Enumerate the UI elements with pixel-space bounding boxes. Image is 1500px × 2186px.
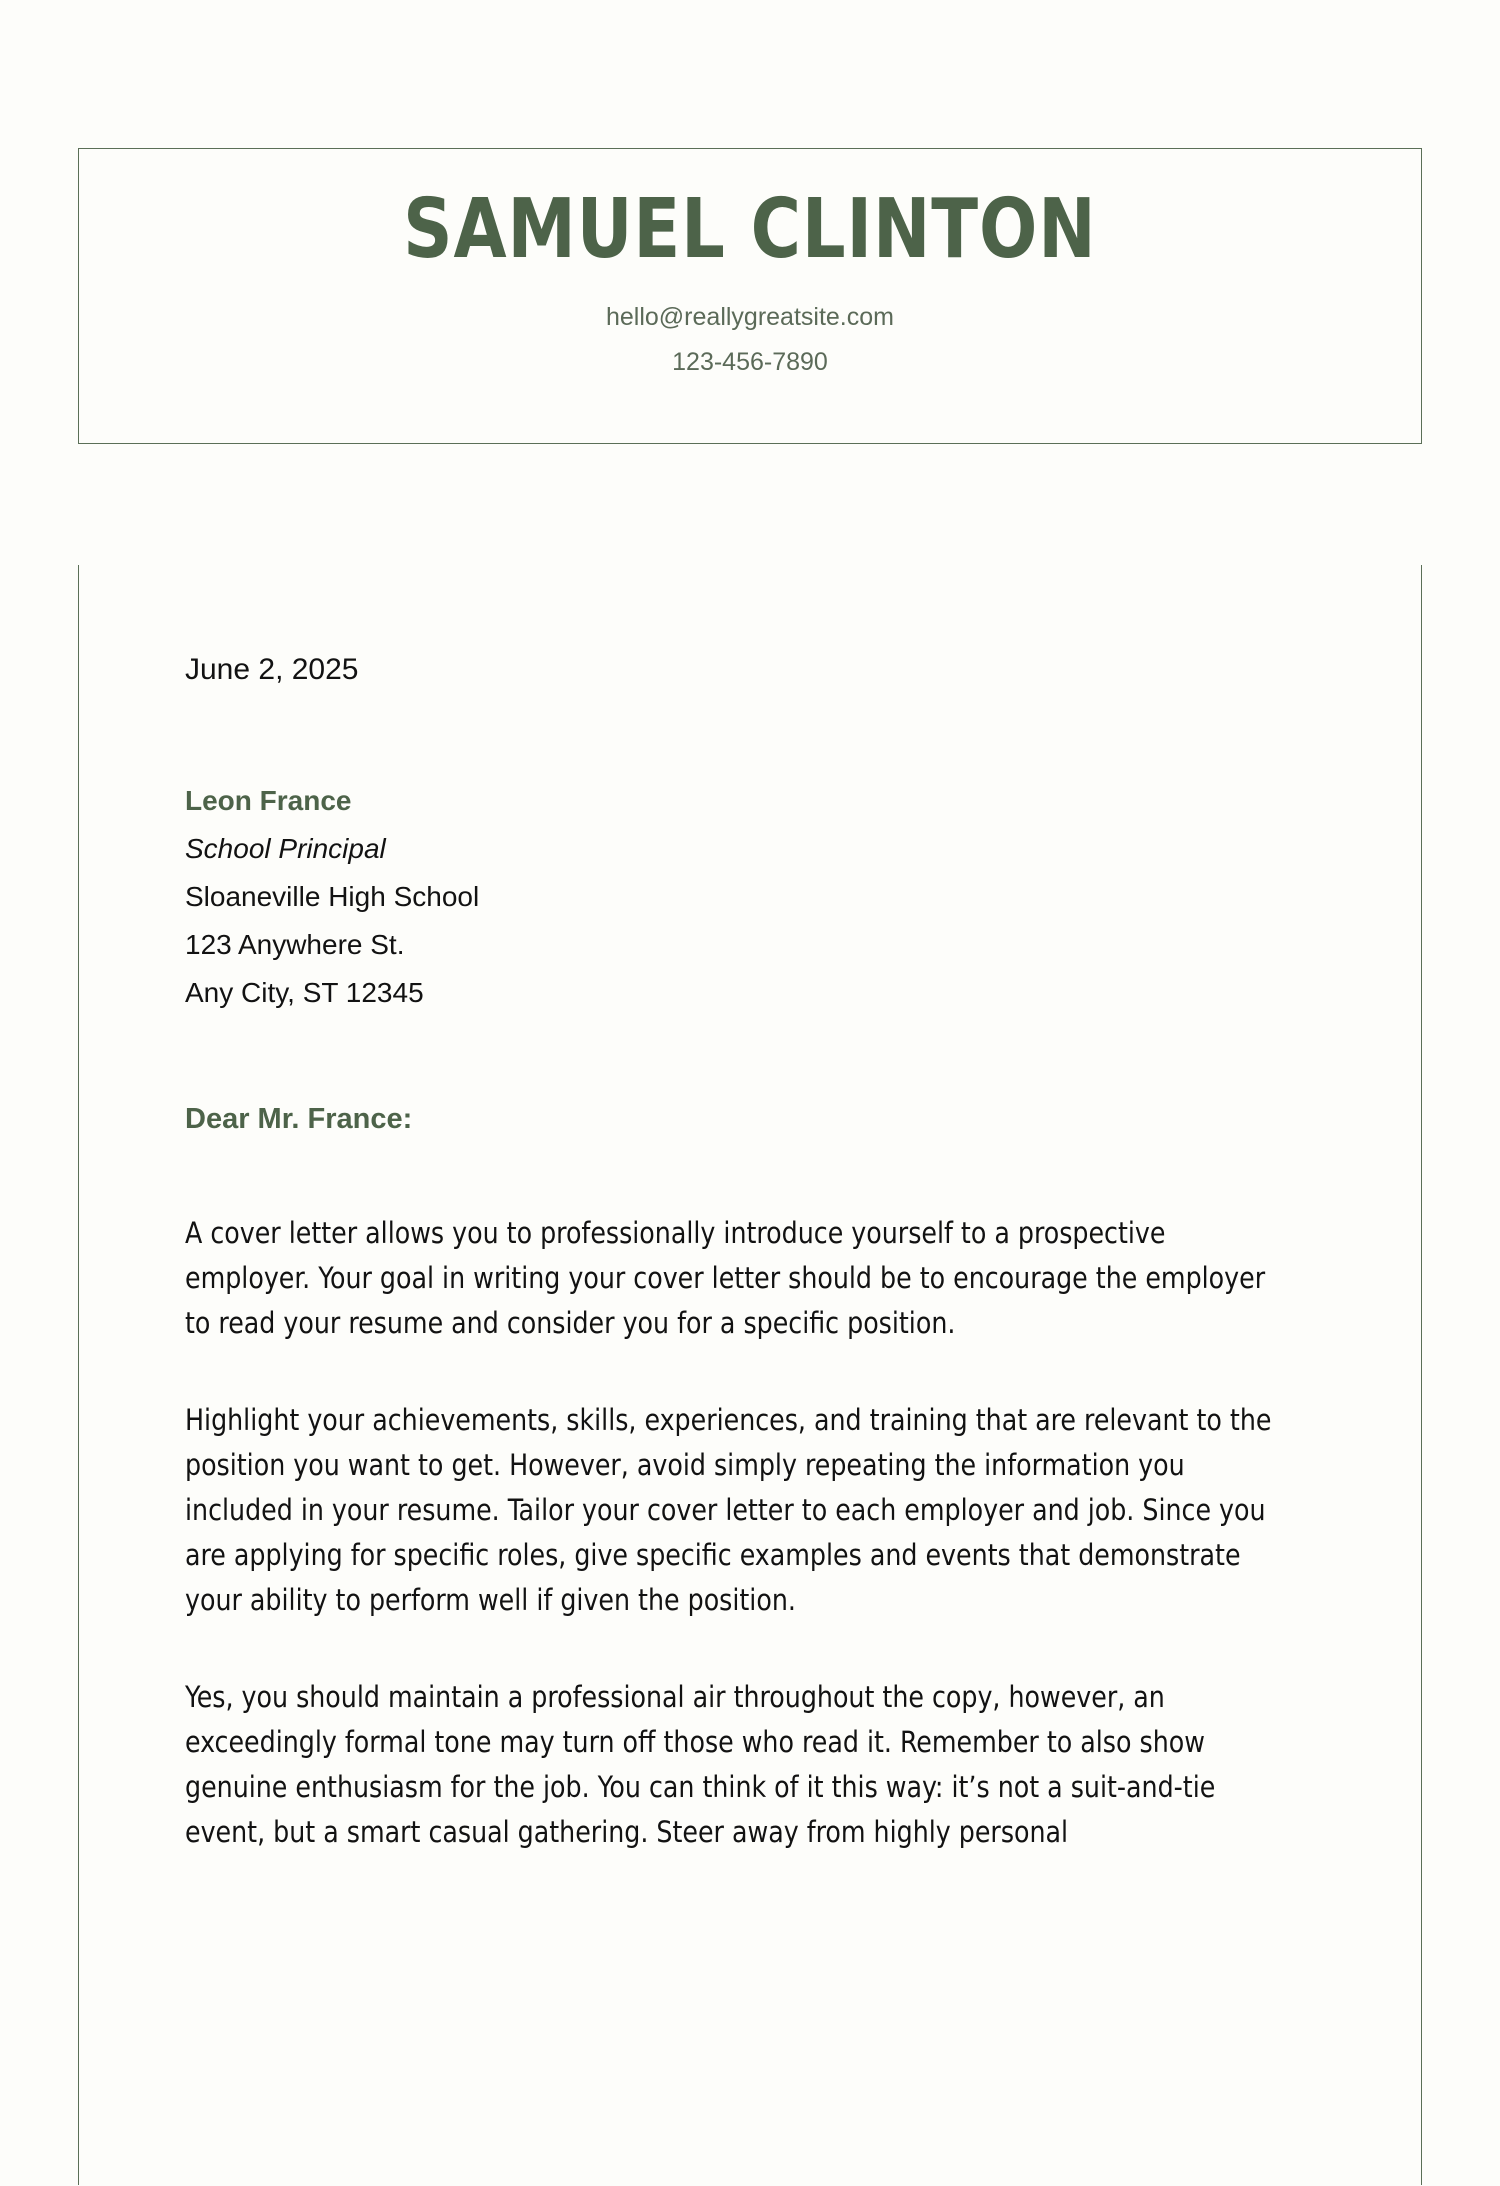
recipient-city-state-zip: Any City, ST 12345 xyxy=(185,977,424,1008)
letter-date: June 2, 2025 xyxy=(185,653,359,686)
recipient-name: Leon France xyxy=(185,785,352,816)
page-title: SAMUEL CLINTON xyxy=(403,182,1097,277)
recipient-title: School Principal xyxy=(185,833,386,864)
recipient-organization: Sloaneville High School xyxy=(185,881,480,912)
letterhead-header xyxy=(78,148,1422,444)
letter-body-frame xyxy=(78,565,1422,2185)
recipient-address-block xyxy=(185,777,1315,1017)
salutation: Dear Mr. France: xyxy=(185,1103,413,1135)
letter-body-content xyxy=(185,565,1315,1855)
recipient-street: 123 Anywhere St. xyxy=(185,929,405,960)
letter-paragraph: Yes, you should maintain a professional air throughout the copy, however, an exceedingly formal tone may turn off those who read it. Remember to also show genuine enthusiasm for the job. You can think of it this way: it’s not a suit-and-tie event, but a smart casual gathering. Steer away from highly personal xyxy=(185,1680,1216,1849)
letter-paragraph: A cover letter allows you to professionally introduce yourself to a prospective employer. Your goal in writing your cover letter should be to encourage the employer to read your resume and consider you for a specific position. xyxy=(185,1216,1266,1340)
letter-paragraphs xyxy=(185,1211,1315,1855)
contact-email: hello@reallygreatsite.com xyxy=(605,303,894,331)
letter-paragraph: Highlight your achievements, skills, experiences, and training that are relevant to the position you want to get. However, avoid simply repeating the information you included in your resume. Tailor your cover letter to each employer and job. Since you are applying for specific roles, give specific examples and events that demonstrate your ability to perform well if given the position. xyxy=(185,1403,1272,1617)
contact-phone: 123-456-7890 xyxy=(672,348,828,376)
